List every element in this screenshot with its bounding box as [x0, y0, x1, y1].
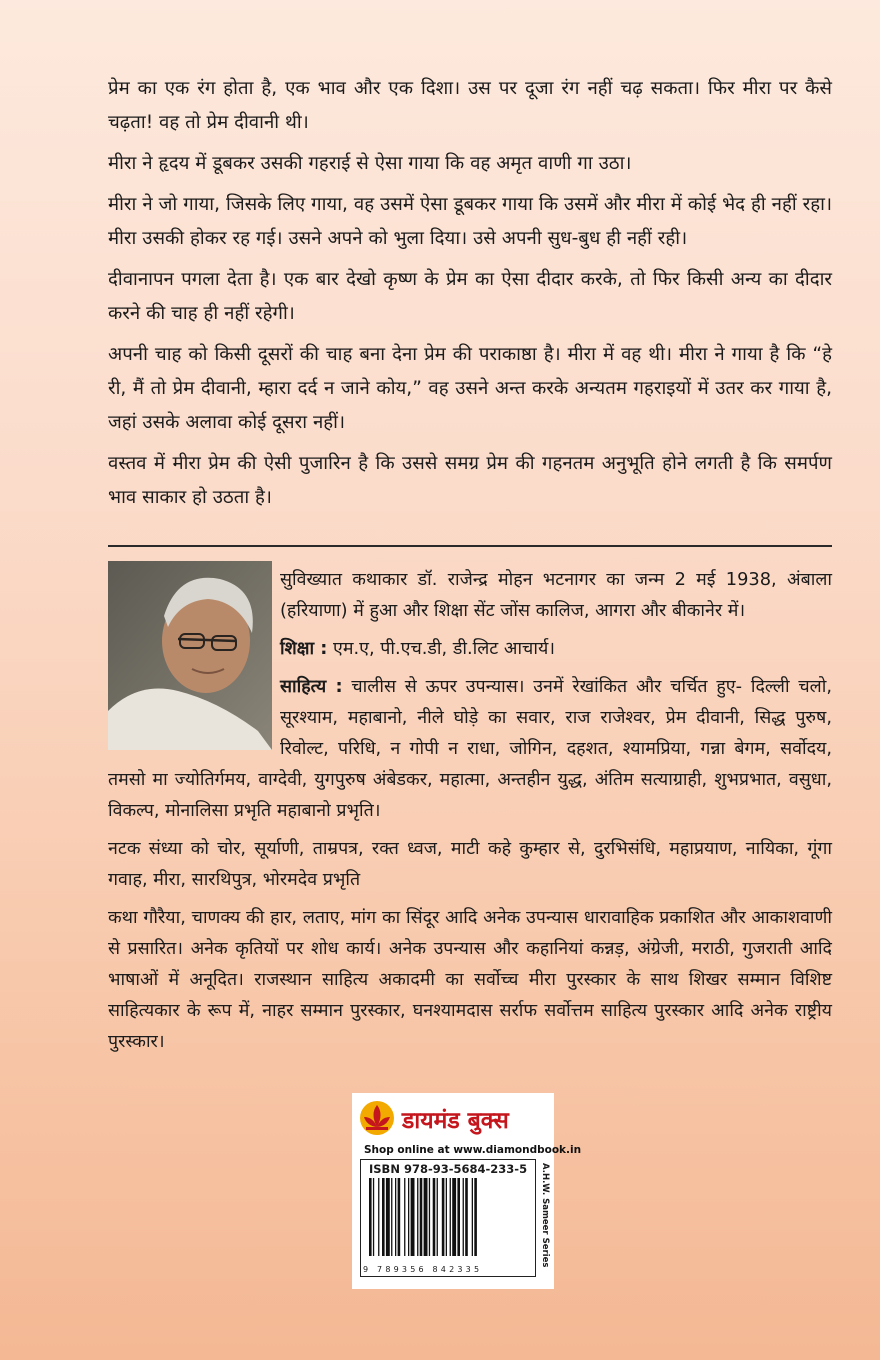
publisher-badge: [352, 1093, 582, 1289]
barcode-digits: 9 789356 842335: [363, 1265, 483, 1274]
blurb-paragraph: मीरा ने हृदय में डूबकर उसकी गहराई से ऐसा गाया कि वह अमृत वाणी गा उठा।: [108, 153, 632, 174]
series-name: A.H.W. Sameer Series: [540, 1163, 550, 1268]
education-label: शिक्षा :: [280, 638, 328, 659]
barcode-block: [360, 1159, 536, 1277]
bio-drama: नटक संध्या को चोर, सूर्याणी, ताम्रपत्र, रक्त ध्वज, माटी कहे कुम्हार से, दुरभिसंधि, महाप्रयाण, नायिका, गूंगा गवाह, मीरा, सारथिपुत्र, भोरमदेव प्रभृति: [108, 838, 832, 890]
literature-label: साहित्य :: [280, 676, 343, 697]
shop-online-text: Shop online at www.diamondbook.in: [364, 1144, 582, 1156]
blurb-paragraph: वस्तव में मीरा प्रेम की ऐसी पुजारिन है कि उससे समग्र प्रेम की गहनतम अनुभूति होने लगती है कि समर्पण भाव साकार हो उठता है।: [108, 453, 832, 508]
publisher-name: डायमंड बुक्स: [402, 1108, 509, 1134]
blurb-paragraph: मीरा ने जो गाया, जिसके लिए गाया, वह उसमें ऐसा डूबकर गाया कि उसमें और मीरा में कोई भेद ही नहीं रहा। मीरा उसकी होकर रह गई। उसने अपने को भुला दिया। उसे अपनी सुध-बुध ही नहीं रही।: [108, 194, 832, 249]
education-text: एम.ए, पी.एच.डी, डी.लिट आचार्य।: [327, 638, 555, 659]
diamond-books-lotus-logo-icon: [358, 1099, 396, 1137]
isbn-number: ISBN 978-93-5684-233-5: [369, 1162, 528, 1176]
blurb-paragraph: प्रेम का एक रंग होता है, एक भाव और एक दिशा। उस पर दूजा रंग नहीं चढ़ सकता। फिर मीरा पर कैसे चढ़ता! वह तो प्रेम दीवानी थी।: [108, 78, 832, 133]
photo-space: [108, 564, 280, 752]
bio-stories: कथा गौरैया, चाणक्य की हार, लताए, मांग का सिंदूर आदि अनेक उपन्यास धारावाहिक प्रकाशित और आकाशवाणी से प्रसारित। अनेक कृतियों पर शोध कार्य। अनेक उपन्यास और कहानियां कन्नड़, अंग्रेजी, मराठी, गुजराती आदि भाषाओं में अनूदित। राजस्थान साहित्य अकादमी का सर्वोच्च मीरा पुरस्कार के साथ शिखर सम्मान विशिष्ट साहित्यकार के रूप में, नाहर सम्मान पुरस्कार, घनश्यामदास सर्राफ सर्वोत्तम साहित्य पुरस्कार आदि अनेक राष्ट्रीय पुरस्कार।: [108, 907, 832, 1052]
isbn-barcode-icon: [367, 1178, 529, 1258]
section-divider: [108, 545, 832, 547]
author-bio: [108, 564, 832, 1064]
bio-intro: सुविख्यात कथाकार डॉ. राजेन्द्र मोहन भटनागर का जन्म 2 मई 1938, अंबाला (हरियाणा) में हुआ और शिक्षा सेंट जोंस कालिज, आगरा और बीकानेर में।: [280, 569, 832, 621]
blurb-paragraph: दीवानापन पगला देता है। एक बार देखो कृष्ण के प्रेम का ऐसा दीदार करके, तो फिर किसी अन्य का दीदार करने की चाह ही नहीं रहेगी।: [108, 269, 832, 324]
publisher-brand: [358, 1099, 548, 1137]
blurb-paragraph: अपनी चाह को किसी दूसरों की चाह बना देना प्रेम की पराकाष्ठा है। मीरा में वह थी। मीरा ने गाया है कि “हे री, मैं तो प्रेम दीवानी, म्हारा दर्द न जाने कोय,” वह उसने अन्त करके अन्यतम गहराइयों में उतर कर गाया है, जहां उसके अलावा कोई दूसरा नहीं।: [108, 344, 832, 433]
literature-text: चालीस से ऊपर उपन्यास। उनमें रेखांकित और चर्चित हुए- दिल्ली चलो, सूरश्याम, महाबानो, नीले घोड़े का सवार, राज राजेश्वर, प्रेम दीवानी, सिद्ध पुरुष, रिवोल्ट, परिधि, न गोपी न राधा, जोगिन, दहशत, श्यामप्रिया, गन्ना बेगम, सर्वोदय, तमसो मा ज्योतिर्गमय, वाग्देवी, युगपुरुष अंबेडकर, महात्मा, अन्तहीन युद्ध, अंतिम सत्याग्राही, शुभप्रभात, वसुधा, विकल्प, मोनालिसा प्रभृति महाबानो प्रभृति।: [108, 676, 832, 821]
blurb: [108, 72, 832, 522]
